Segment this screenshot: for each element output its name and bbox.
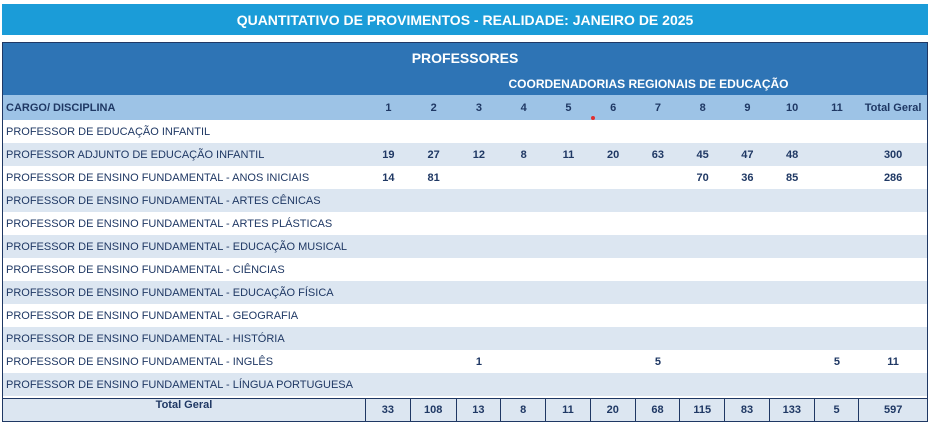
row-value: 45 bbox=[696, 148, 709, 161]
total-value: 108 bbox=[411, 399, 457, 421]
total-value: 11 bbox=[546, 399, 591, 421]
group-header-row bbox=[3, 72, 927, 95]
row-value: 47 bbox=[741, 148, 754, 161]
red-marker-dot bbox=[591, 116, 595, 120]
total-value: 33 bbox=[366, 399, 411, 421]
total-value: 8 bbox=[501, 399, 546, 421]
total-value: 597 bbox=[884, 404, 903, 416]
row-value: 14 bbox=[382, 171, 395, 184]
total-value: 13 bbox=[457, 399, 502, 421]
row-value: 63 bbox=[651, 148, 665, 161]
row-label: PROFESSOR DE ENSINO FUNDAMENTAL - EDUCAÇÃO MUSICAL bbox=[6, 240, 348, 253]
column-header-cre-6: 6 bbox=[610, 101, 617, 114]
row-value: 12 bbox=[472, 148, 486, 161]
row-value: 8 bbox=[520, 148, 527, 161]
table-row bbox=[3, 350, 927, 373]
column-header-cre-1: 1 bbox=[385, 101, 392, 114]
total-value: 5 bbox=[815, 399, 860, 421]
column-header-cargo: CARGO/ DISCIPLINA bbox=[6, 101, 116, 114]
row-value: 11 bbox=[562, 148, 575, 161]
row-value: 85 bbox=[786, 171, 799, 184]
column-header-cre-2: 2 bbox=[430, 101, 437, 114]
row-value: 1 bbox=[475, 355, 482, 368]
column-header-cre-5: 5 bbox=[565, 101, 572, 114]
table-row bbox=[3, 166, 927, 189]
table-row bbox=[3, 258, 927, 281]
row-value: 300 bbox=[883, 148, 903, 161]
row-label: PROFESSOR DE ENSINO FUNDAMENTAL - EDUCAÇÃO FÍSICA bbox=[6, 286, 334, 299]
row-label: PROFESSOR DE ENSINO FUNDAMENTAL - CIÊNCIAS bbox=[6, 263, 285, 276]
row-value: 81 bbox=[427, 171, 440, 184]
column-header-row bbox=[3, 95, 927, 120]
total-row bbox=[3, 399, 927, 421]
provimentos-table bbox=[2, 42, 928, 422]
row-value: 27 bbox=[427, 148, 440, 161]
row-label: PROFESSOR DE ENSINO FUNDAMENTAL - ARTES PLÁSTICAS bbox=[6, 217, 333, 230]
column-header-cre-9: 9 bbox=[744, 101, 751, 114]
column-header-cre-3: 3 bbox=[475, 101, 482, 114]
table-row bbox=[3, 189, 927, 212]
total-value: 115 bbox=[680, 399, 725, 421]
row-value: 48 bbox=[786, 148, 799, 161]
total-label: Total Geral bbox=[3, 399, 366, 421]
row-value: 20 bbox=[607, 148, 620, 161]
table-row bbox=[3, 327, 927, 350]
total-value: 68 bbox=[636, 399, 681, 421]
column-header-total: Total Geral bbox=[864, 101, 922, 114]
row-label: PROFESSOR DE ENSINO FUNDAMENTAL - HISTÓRIA bbox=[6, 332, 285, 345]
row-value: 286 bbox=[883, 171, 903, 184]
row-label: PROFESSOR ADJUNTO DE EDUCAÇÃO INFANTIL bbox=[6, 148, 265, 161]
column-header-cre-10: 10 bbox=[786, 101, 799, 114]
column-header-cre-8: 8 bbox=[699, 101, 706, 114]
column-header-cre-11: 11 bbox=[831, 101, 843, 114]
total-value: 83 bbox=[725, 399, 770, 421]
group-header: COORDENADORIAS REGIONAIS DE EDUCAÇÃO bbox=[508, 76, 789, 91]
row-value: 70 bbox=[696, 171, 709, 184]
total-value: 20 bbox=[591, 399, 636, 421]
table-row bbox=[3, 143, 927, 166]
table-row bbox=[3, 304, 927, 327]
row-value: 5 bbox=[654, 355, 661, 368]
row-label: PROFESSOR DE ENSINO FUNDAMENTAL - INGLÊS bbox=[6, 355, 274, 368]
row-label: PROFESSOR DE ENSINO FUNDAMENTAL - GEOGRAFIA bbox=[6, 309, 299, 322]
table-row bbox=[3, 373, 927, 396]
report-title: QUANTITATIVO DE PROVIMENTOS - REALIDADE: JANEIRO DE 2025 bbox=[2, 4, 928, 35]
table-row bbox=[3, 120, 927, 143]
total-value: 133 bbox=[770, 399, 815, 421]
table-row bbox=[3, 235, 927, 258]
row-label: PROFESSOR DE EDUCAÇÃO INFANTIL bbox=[6, 125, 211, 138]
row-value: 5 bbox=[833, 355, 840, 368]
row-value: 19 bbox=[382, 148, 395, 161]
row-label: PROFESSOR DE ENSINO FUNDAMENTAL - ARTES CÊNICAS bbox=[6, 194, 321, 207]
section-header: PROFESSORES bbox=[3, 43, 927, 72]
table-row bbox=[3, 212, 927, 235]
row-value: 36 bbox=[741, 171, 754, 184]
column-header-cre-7: 7 bbox=[654, 101, 661, 114]
row-label: PROFESSOR DE ENSINO FUNDAMENTAL - ANOS INICIAIS bbox=[6, 171, 310, 184]
row-label: PROFESSOR DE ENSINO FUNDAMENTAL - LÍNGUA PORTUGUESA bbox=[6, 378, 353, 391]
column-header-cre-4: 4 bbox=[520, 101, 527, 114]
table-row bbox=[3, 281, 927, 304]
row-value: 11 bbox=[887, 355, 899, 368]
